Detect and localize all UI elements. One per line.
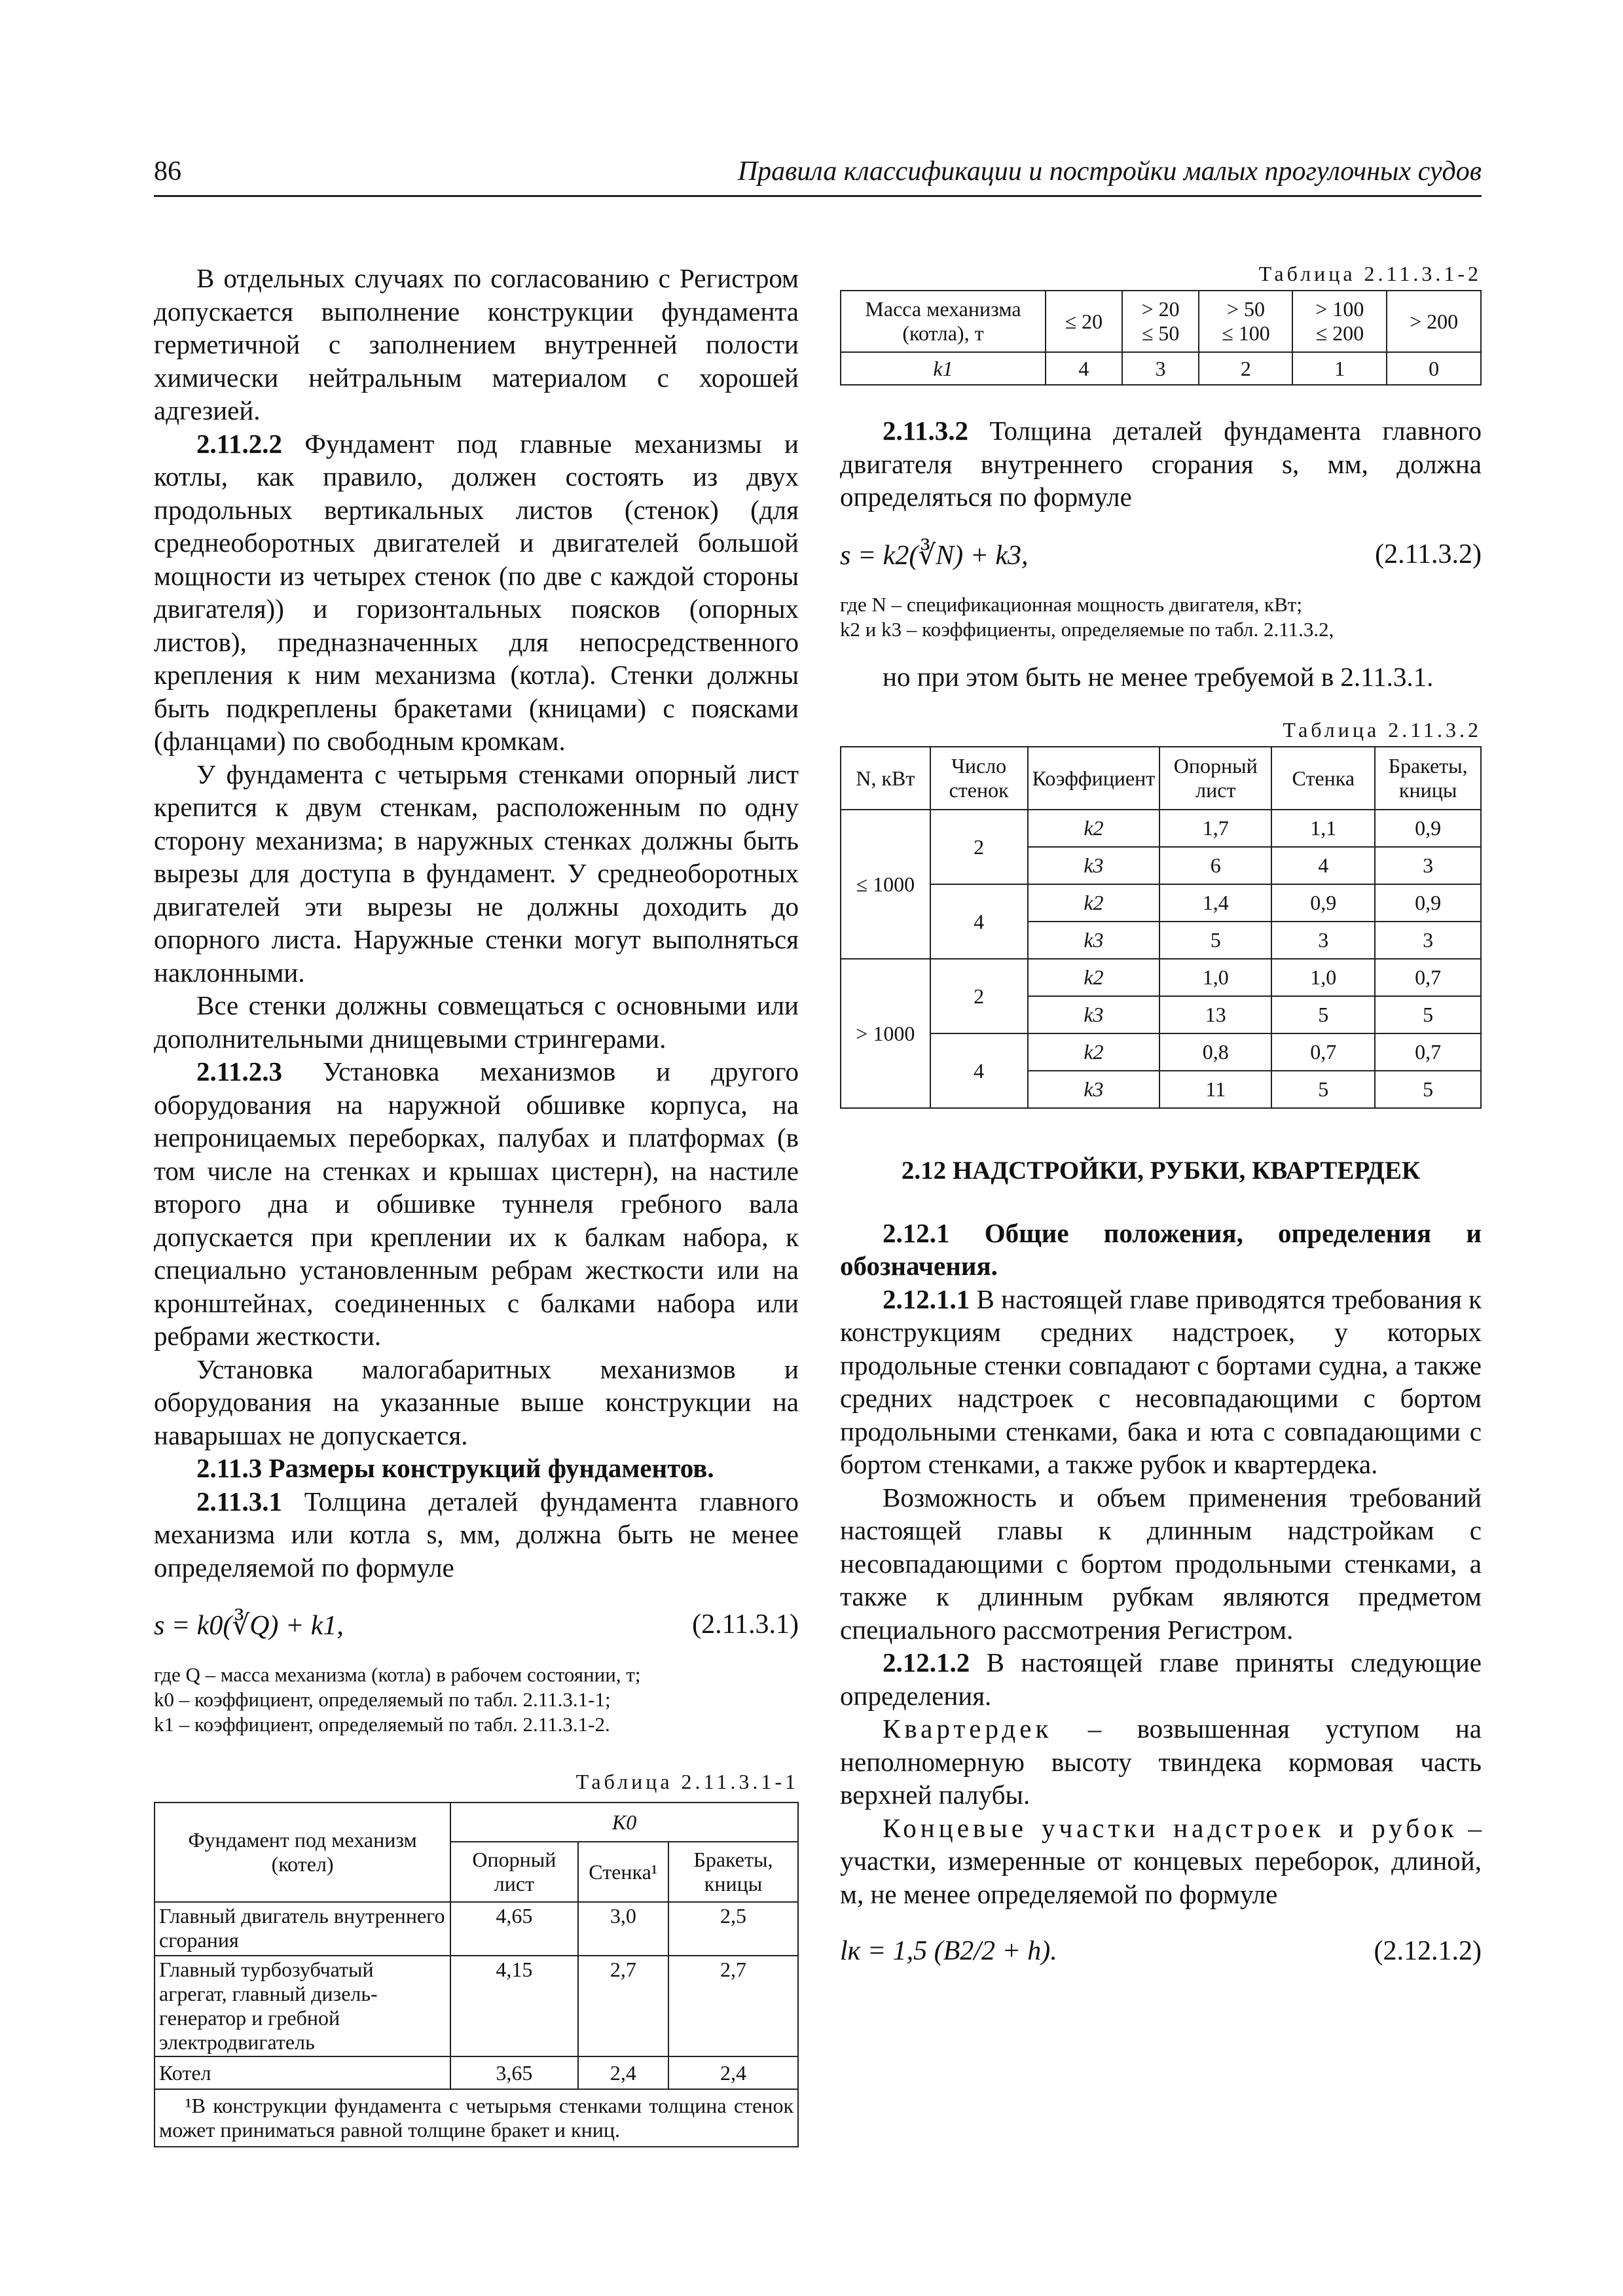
defined-term: Квартердек: [883, 1713, 1053, 1744]
clause-text: Толщина деталей фундамента главного механизма или котла s, мм, должна быть не менее определяемой по формуле: [154, 1486, 799, 1583]
table-header: > 50 ≤ 100: [1199, 291, 1292, 352]
table-row: 4 k2 1,4 0,9 0,9: [841, 884, 1481, 922]
paragraph: Возможность и объем применения требований настоящей главы к длинным надстройкам с несовпадающими с бортом продольными стенками, а также к длинным рубкам являются предметом специального рассмотрения Регистром.: [840, 1482, 1482, 1645]
table-row: ≤ 1000 2 k2 1,7 1,1 0,9: [841, 810, 1481, 847]
table-row: k3 5 3 3: [841, 922, 1481, 959]
table-header: Бракеты, кницы: [1375, 747, 1481, 810]
clause-number: 2.11.3.1: [196, 1486, 282, 1516]
paragraph: Установка малогабаритных механизмов и оборудования на указанные выше конструкции на наварышах не допускается.: [154, 1354, 799, 1450]
left-column: [154, 262, 799, 2147]
formula-expression: s = k2(∛N) + k3,: [840, 540, 1029, 571]
paragraph: [154, 1055, 799, 1353]
table-header: Стенка¹: [578, 1842, 668, 1902]
clause-number: 2.12.1.2: [883, 1647, 970, 1677]
clause-number: 2.11.2.3: [196, 1056, 282, 1086]
table-row: Главный турбозубчатый агрегат, главный дизель-генератор и гребной электродвигатель 4,15 2,7 2,7: [155, 1956, 798, 2056]
formula-number: (2.11.3.1): [692, 1609, 799, 1640]
where-list: [840, 592, 1482, 642]
paragraph: но при этом быть не менее требуемой в 2.11.3.1.: [883, 661, 1434, 692]
paragraph: Все стенки должны совмещаться с основными или дополнительными днищевыми стрингерами.: [154, 990, 799, 1054]
table-header: > 200: [1387, 291, 1481, 352]
section-heading: 2.12.1 Общие положения, определения и обозначения.: [840, 1217, 1482, 1281]
table-header: Стенка: [1271, 747, 1375, 810]
formula-number: (2.12.1.2): [1374, 1936, 1482, 1966]
where-item: где N – спецификационная мощность двигателя, кВт;: [840, 592, 1302, 616]
clause-text: В настоящей главе приводятся требования к конструкциям средних надстроек, у которых продольные стенки совпадают с бортами судна, а также средних надстроек с несовпадающими с бортом продольными стенками, бака и юта с совпадающими с бортом стенками, а также рубок и квартердека.: [840, 1283, 1482, 1479]
where-item: k1 – коэффициент, определяемый по табл. 2.11.3.1-2.: [154, 1713, 610, 1736]
table-header: Фундамент под механизм (котел): [155, 1803, 450, 1902]
paragraph: [154, 427, 799, 758]
formula: [154, 1609, 799, 1648]
definition: Концевые участки надстроек и рубок – участки, измеренные от концевых переборок, длиной, м, не менее определяемой по формуле: [840, 1812, 1482, 1909]
table-header: N, кВт: [841, 747, 930, 810]
where-item: k0 – коэффициент, определяемый по табл. 2.11.3.1-1;: [154, 1688, 611, 1711]
clause-text: Установка механизмов и другого оборудования на наружной обшивке корпуса, на непроницаемых переборках, палубах и платформах (в том числе на стенках и крышах цистерн), на настиле второго дна и обшивке туннеля гребного вала допускается при креплении их к балкам набора, к специально установленным ребрам жесткости или на кронштейнах, соединенных с балками набора или ребрами жесткости.: [154, 1056, 799, 1351]
table-row: Главный двигатель внутреннего сгорания 4,65 3,0 2,5: [155, 1902, 798, 1956]
table-row: k3 11 5 5: [841, 1071, 1481, 1108]
table-caption: Таблица 2.11.3.2: [1283, 718, 1482, 742]
table-footnote: ¹В конструкции фундамента с четырьмя стенками толщина стенок может приниматься равной толщине бракет и книц.: [155, 2089, 798, 2147]
right-column: [840, 262, 1482, 1975]
table-header: Опорный лист: [1159, 747, 1271, 810]
clause-number: 2.11.2.2: [196, 428, 282, 459]
formula-expression: lк = 1,5 (B2/2 + h).: [840, 1936, 1057, 1966]
table-caption: Таблица 2.11.3.1-2: [1258, 262, 1482, 285]
coefficient-table-k0: [154, 1802, 799, 2147]
where-item: k2 и k3 – коэффициенты, определяемые по табл. 2.11.3.2,: [840, 617, 1334, 641]
paragraph: [154, 1485, 799, 1585]
paragraph: У фундамента с четырьмя стенками опорный лист крепится к двум стенкам, расположенным по одну сторону механизма; в наружных стенках должны быть вырезы для доступа в фундамент. У среднеоборотных двигателей эти вырезы не должны доходить до опорного листа. Наружные стенки могут выполняться наклонными.: [154, 759, 799, 988]
coefficient-table-k2-k3: [840, 746, 1482, 1109]
table-header: K0: [450, 1803, 798, 1842]
definition: Квартердек – возвышенная уступом на неполномерную высоту твиндека кормовая часть верхней палубы.: [840, 1713, 1482, 1810]
table-header: Бракеты, кницы: [668, 1842, 798, 1902]
section-heading: 2.11.3 Размеры конструкций фундаментов.: [196, 1453, 714, 1483]
table-header: Число стенок: [930, 747, 1028, 810]
page-header: [154, 156, 1482, 197]
paragraph: [840, 414, 1482, 514]
table-row: k3 6 4 3: [841, 847, 1481, 884]
table-caption: Таблица 2.11.3.1-1: [575, 1770, 799, 1793]
clause-number: 2.11.3.2: [883, 416, 968, 446]
table-header: ≤ 20: [1046, 291, 1122, 352]
table-row: > 1000 2 k2 1,0 1,0 0,7: [841, 959, 1481, 996]
paragraph: [840, 1283, 1482, 1481]
table-row: k3 13 5 5: [841, 996, 1481, 1033]
paragraph: В отдельных случаях по согласованию с Регистром допускается выполнение конструкции фундамента герметичной с заполнением внутренней полости химически нейтральным материалом с хорошей адгезией.: [154, 263, 799, 425]
table-row: 4 k2 0,8 0,7 0,7: [841, 1033, 1481, 1071]
formula-expression: s = k0(∛Q) + k1,: [154, 1611, 344, 1641]
paragraph: [840, 1646, 1482, 1712]
table-header: Опорный лист: [450, 1842, 578, 1902]
chapter-heading: 2.12 НАДСТРОЙКИ, РУБКИ, КВАРТЕРДЕК: [901, 1157, 1421, 1185]
page-number: 86: [154, 156, 181, 187]
clause-number: 2.12.1.1: [883, 1283, 970, 1314]
clause-text: В настоящей главе приняты следующие определения.: [840, 1647, 1482, 1711]
where-list: [154, 1662, 799, 1737]
clause-text: Толщина деталей фундамента главного двигателя внутреннего сгорания s, мм, должна определяться по формуле: [840, 416, 1482, 512]
running-title: Правила классификации и постройки малых прогулочных судов: [737, 156, 1482, 187]
table-header: Масса механизма (котла), т: [841, 291, 1046, 352]
defined-term: Концевые участки надстроек и рубок: [883, 1812, 1458, 1843]
formula: [840, 1935, 1482, 1975]
coefficient-table-k1: [840, 290, 1482, 386]
formula-number: (2.11.3.2): [1375, 539, 1482, 569]
table-row: Котел 3,65 2,4 2,4: [155, 2056, 798, 2089]
table-row: k1 4 3 2 1 0: [841, 352, 1481, 385]
table-header: > 20 ≤ 50: [1122, 291, 1199, 352]
table-header: Коэффициент: [1028, 747, 1160, 810]
formula: [840, 539, 1482, 578]
table-header: > 100 ≤ 200: [1292, 291, 1387, 352]
where-item: где Q – масса механизма (котла) в рабочем состоянии, т;: [154, 1663, 641, 1686]
clause-text: Фундамент под главные механизмы и котлы, как правило, должен состоять из двух продольных вертикальных листов (стенок) (для среднеоборотных двигателей и двигателей большой мощности из четырех стенок (по две с каждой стороны двигателя)) и горизонтальных поясков (опорных листов), предназначенных для непосредственного крепления к ним механизма (котла). Стенки должны быть подкреплены бракетами (кницами) с поясками (фланцами) по свободным кромкам.: [154, 428, 799, 756]
